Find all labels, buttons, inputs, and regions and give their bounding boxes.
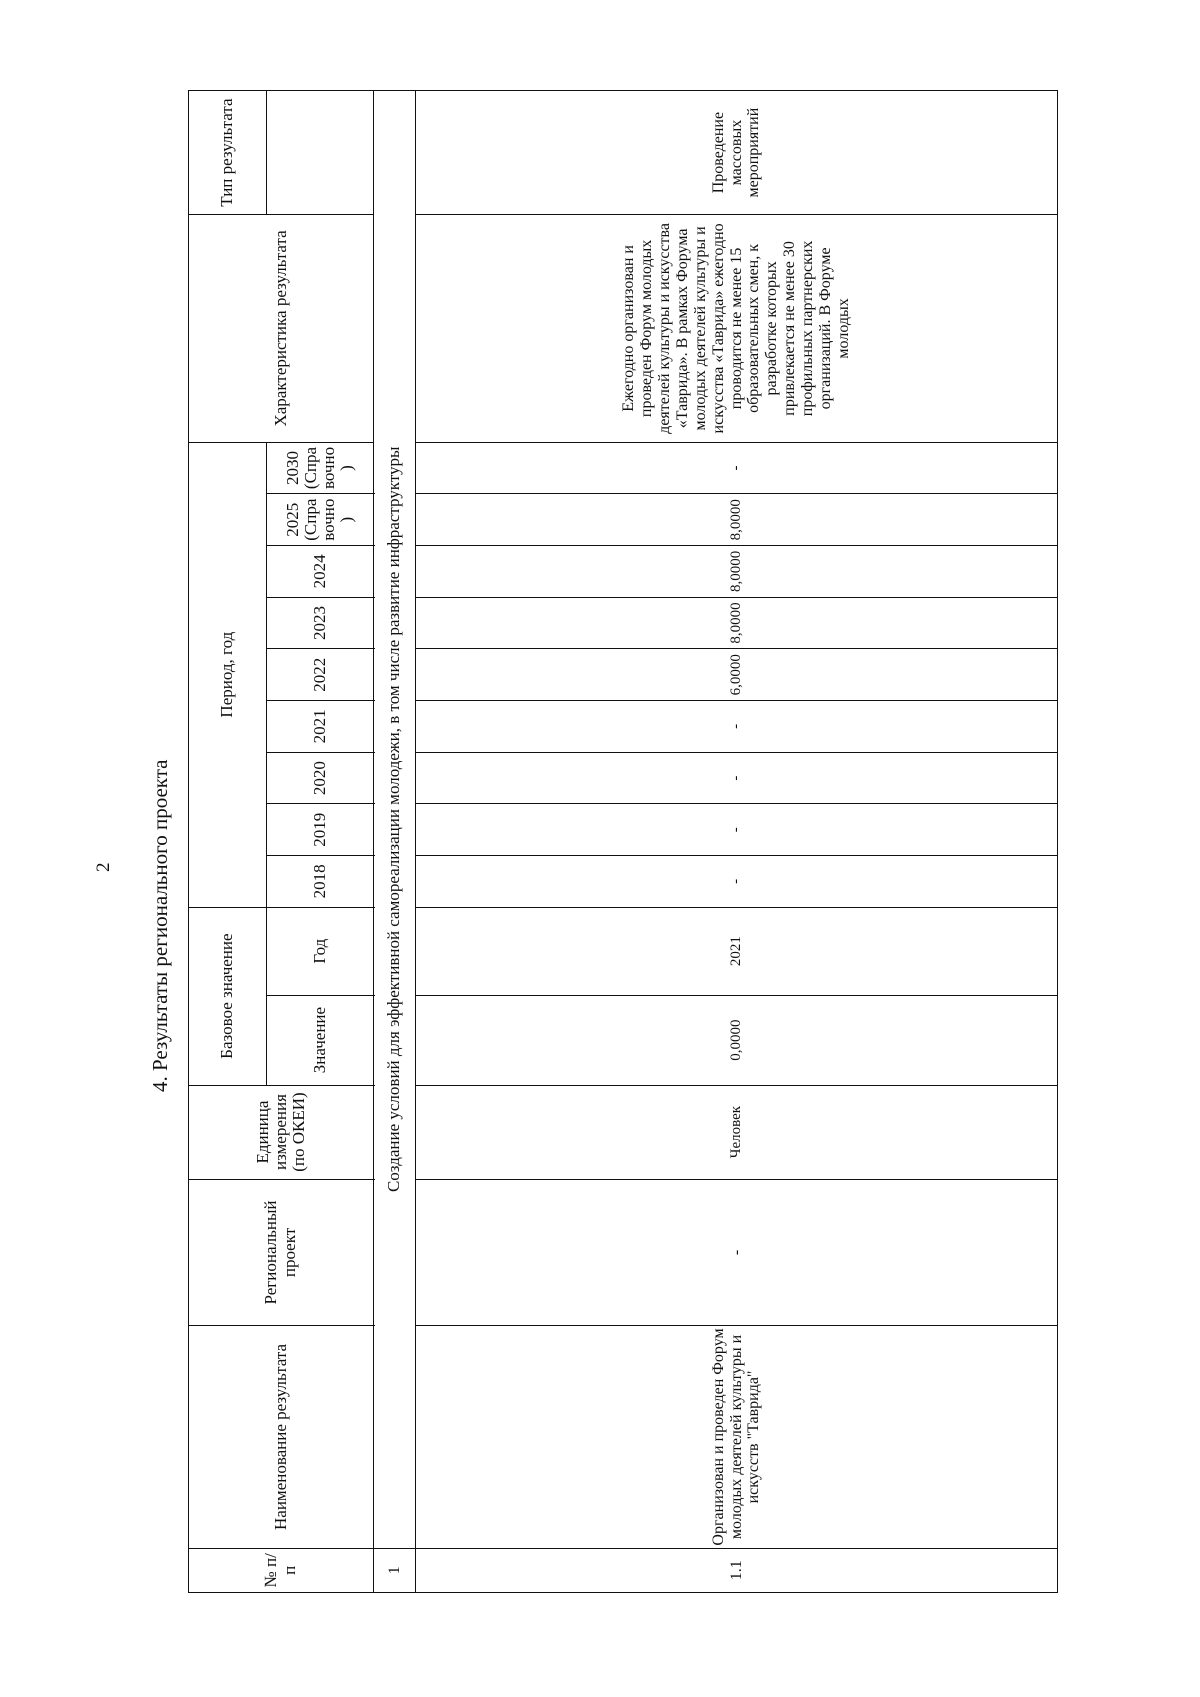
section-num: 1 xyxy=(374,1548,416,1592)
header-num: № п/п xyxy=(189,1548,374,1592)
results-table xyxy=(188,90,1058,1593)
page-number: 2 xyxy=(93,862,114,872)
header-year-2020: 2020 xyxy=(267,752,374,804)
header-type-empty xyxy=(267,91,374,215)
row-value-2030: - xyxy=(416,442,1058,494)
row-value-2024: 8,0000 xyxy=(416,546,1058,598)
header-year-2018: 2018 xyxy=(267,856,374,908)
header-year-2024: 2024 xyxy=(267,546,374,598)
header-year-2023: 2023 xyxy=(267,597,374,649)
header-name: Наименование результата xyxy=(189,1326,374,1548)
table-row xyxy=(416,91,1058,1593)
header-base-year: Год xyxy=(267,907,374,995)
row-characteristic: Ежегодно организован и проведен Форум молодых деятелей культуры и искусства «Таврида». В рамках Форума молодых деятелей культуры и искусства «Таврида» ежегодно проводится не менее 15 образовательных смен, к разработке которых привлекается не менее 30 профильных партнерских организаций. В Форуме молодых xyxy=(416,215,1058,442)
header-year-2022: 2022 xyxy=(267,649,374,701)
row-type: Проведение массовых мероприятий xyxy=(416,91,1058,215)
header-type: Тип результата xyxy=(189,91,267,215)
section-row xyxy=(374,91,416,1593)
header-year-2019: 2019 xyxy=(267,804,374,856)
row-value-2020: - xyxy=(416,752,1058,804)
row-base-year: 2021 xyxy=(416,907,1058,995)
header-year-2025: 2025 (Справочно) xyxy=(267,494,374,546)
header-base-value: Значение xyxy=(267,995,374,1085)
row-value-2022: 6,0000 xyxy=(416,649,1058,701)
header-year-2030: 2030 (Справочно) xyxy=(267,442,374,494)
header-year-2021: 2021 xyxy=(267,701,374,753)
row-value-2023: 8,0000 xyxy=(416,597,1058,649)
header-unit: Единица измерения (по ОКЕИ) xyxy=(189,1085,374,1179)
section-title: Создание условий для эффективной самореализации молодежи, в том числе развитие инфраструктуры xyxy=(374,91,416,1549)
row-regional-project: - xyxy=(416,1179,1058,1326)
row-value-2021: - xyxy=(416,701,1058,753)
row-num: 1.1 xyxy=(416,1548,1058,1592)
row-value-2018: - xyxy=(416,856,1058,908)
row-base-value: 0,0000 xyxy=(416,995,1058,1085)
header-base: Базовое значение xyxy=(189,907,267,1085)
header-row-1 xyxy=(189,91,267,1593)
results-table-rotated xyxy=(188,90,1058,1593)
row-value-2019: - xyxy=(416,804,1058,856)
row-unit: Человек xyxy=(416,1085,1058,1179)
row-name: Организован и проведен Форум молодых деятелей культуры и искусств "Таврида" xyxy=(416,1326,1058,1548)
header-period: Период, год xyxy=(189,442,267,907)
row-value-2025: 8,0000 xyxy=(416,494,1058,546)
header-characteristic: Характеристика результата xyxy=(189,215,374,442)
page-title: 4. Результаты регионального проекта xyxy=(148,759,172,1092)
header-regional-project: Региональный проект xyxy=(189,1179,374,1326)
